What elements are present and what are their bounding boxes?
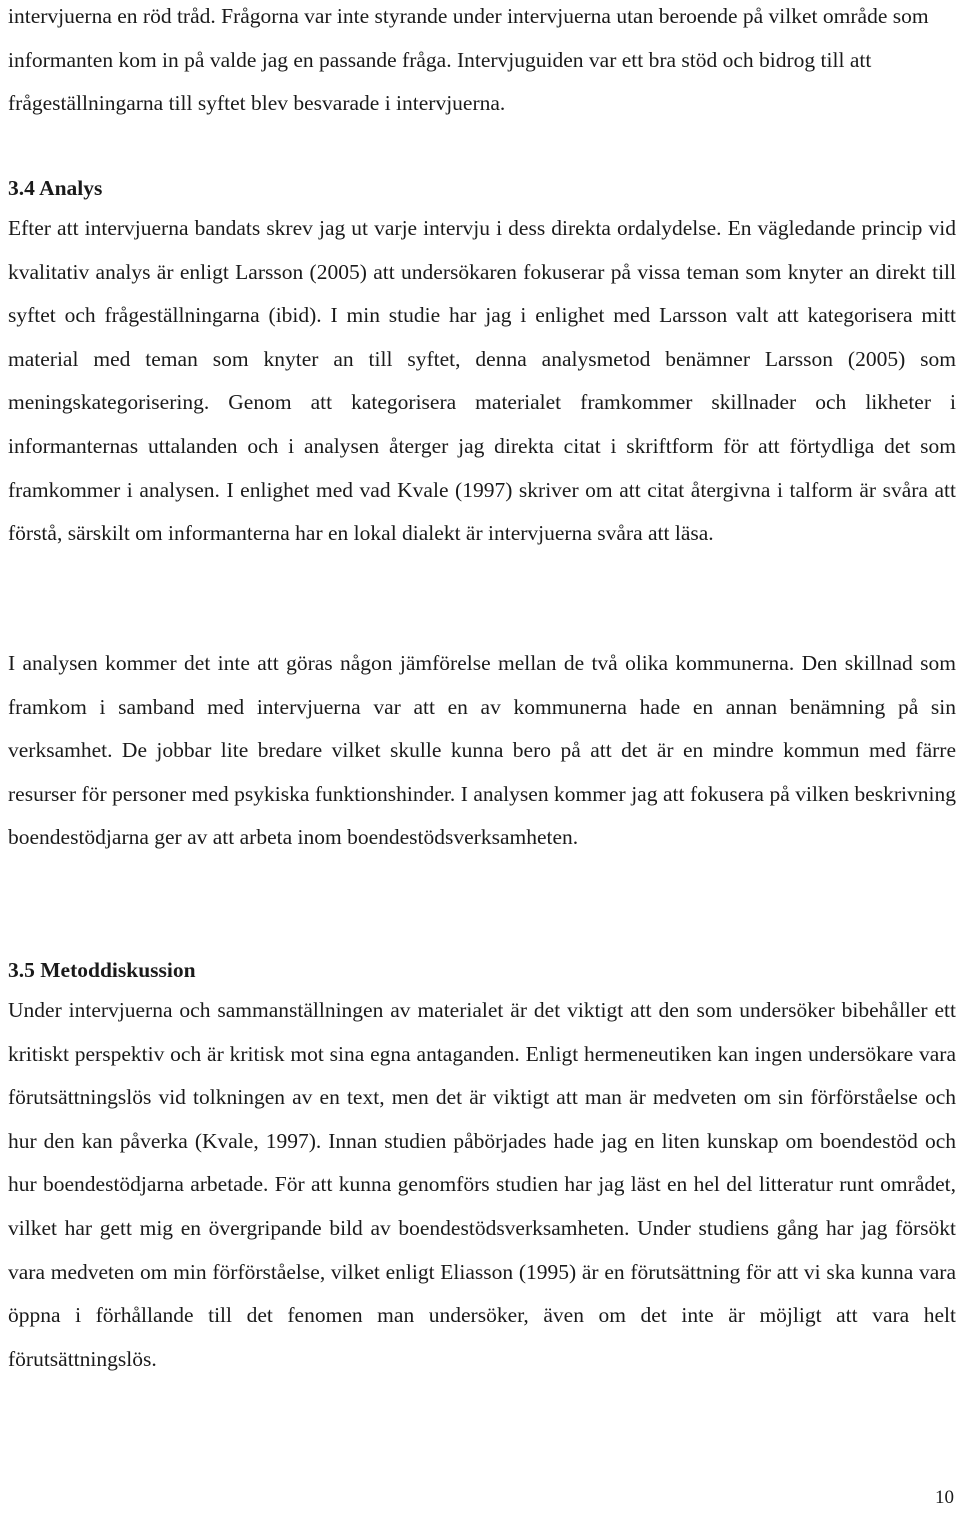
- analys-paragraph-2: I analysen kommer det inte att göras någon jämförelse mellan de två olika kommunerna. Den skillnad som framkom i samband med intervjuerna var att en av kommunerna hade en annan benämning på sin verksamhet. De jobbar lite bredare vilket skulle kunna bero på att det är en mindre kommun med färre resurser för personer med psykiska funktionshinder. I analysen kommer jag att fokusera på vilken beskrivning boendestödjarna ger av att arbeta inom boendestödsverksamheten.: [8, 651, 956, 850]
- section-heading-analys: 3.4 Analys: [8, 176, 103, 200]
- body-paragraph-continued: intervjuerna en röd tråd. Frågorna var inte styrande under intervjuerna utan beroende på vilket område som informanten kom in på valde jag en passande fråga. Intervjuguiden var ett bra stöd och bidrog till att frågeställningarna till syftet blev besvarade i intervjuerna.: [8, 4, 929, 116]
- page-number: 10: [935, 1487, 954, 1508]
- section-heading-metoddiskussion: 3.5 Metoddiskussion: [8, 958, 196, 982]
- analys-paragraph-1: Efter att intervjuerna bandats skrev jag ut varje intervju i dess direkta ordalydelse. En vägledande princip vid kvalitativ analys är enligt Larsson (2005) att undersökaren fokuserar på vissa teman som knyter an direkt till syftet och frågeställningarna (ibid). I min studie har jag i enlighet med Larsson valt att kategorisera mitt material med teman som knyter an till syftet, denna analysmetod benämner Larsson (2005) som meningskategorisering. Genom att kategorisera materialet framkommer skillnader och likheter i informanternas uttalanden och i analysen återger jag direkta citat i skriftform för att förtydliga det som framkommer i analysen. I enlighet med vad Kvale (1997) skriver om att citat återgivna i talform är svåra att förstå, särskilt om informanterna har en lokal dialekt är intervjuerna svåra att läsa.: [8, 216, 956, 546]
- metoddiskussion-paragraph: Under intervjuerna och sammanställningen av materialet är det viktigt att den som undersöker bibehåller ett kritiskt perspektiv och är kritisk mot sina egna antaganden. Enligt hermeneutiken kan ingen undersökare vara förutsättningslös vid tolkningen av en text, men det är viktigt att man är medveten om sin förförståelse och hur den kan påverka (Kvale, 1997). Innan studien påbörjades hade jag en liten kunskap om boendestöd och hur boendestödjarna arbetade. För att kunna genomförs studien har jag läst en hel del litteratur runt området, vilket har gett mig en övergripande bild av boendestödsverksamheten. Under studiens gång har jag försökt vara medveten om min förförståelse, vilket enligt Eliasson (1995) är en förutsättning för att vi ska kunna vara öppna i förhållande till det fenomen man undersöker, även om det inte är möjligt att vara helt förutsättningslös.: [8, 998, 956, 1371]
